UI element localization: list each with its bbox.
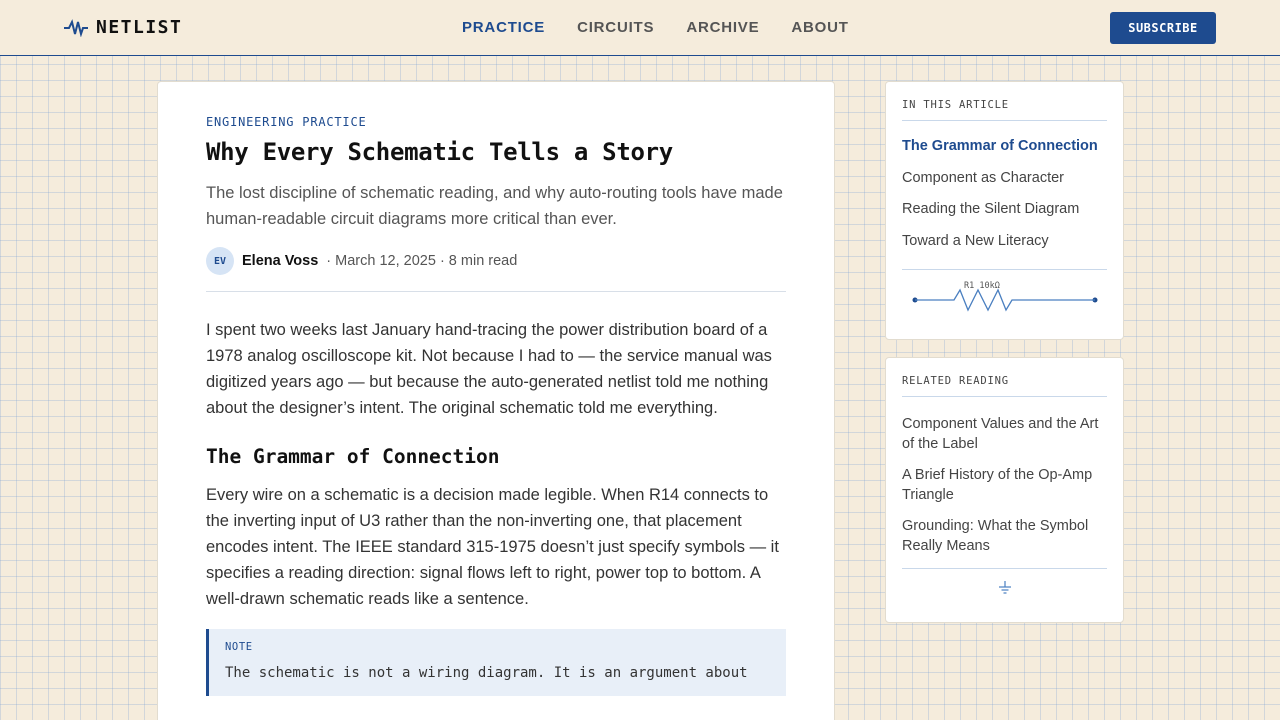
nav-practice[interactable]: PRACTICE bbox=[462, 19, 546, 36]
avatar: EV bbox=[206, 247, 234, 275]
toc-list bbox=[902, 121, 1107, 257]
divider bbox=[902, 568, 1107, 569]
paragraph: I spent two weeks last January hand-tracing the power distribution board of a 1978 analog oscilloscope kit. Not because I had to — the service manual was digitized years ago — but because the auto-generated netlist told me nothing about the designer’s intent. The original schematic told me everything. bbox=[206, 321, 772, 417]
author-name[interactable]: Elena Voss bbox=[242, 253, 319, 269]
resistor-label: R1 10kΩ bbox=[964, 281, 1000, 291]
toc-item[interactable]: Reading the Silent Diagram bbox=[902, 201, 1080, 217]
note-label: NOTE bbox=[225, 641, 253, 653]
related-list bbox=[902, 397, 1107, 556]
subscribe-button[interactable]: SUBSCRIBE bbox=[1110, 12, 1216, 44]
article-kicker[interactable]: ENGINEERING PRACTICE bbox=[206, 115, 367, 129]
divider bbox=[902, 269, 1107, 270]
paragraph: Every wire on a schematic is a decision made legible. When R14 connects to the inverting input of U3 rather than the non-inverting one, that placement encodes intent. The IEEE standard 315-1975 doesn’t just specify symbols — it specifies a reading direction: signal flows left to right, power top to bottom. A well-drawn schematic reads like a sentence. bbox=[206, 486, 779, 608]
section-heading: The Grammar of Connection bbox=[206, 445, 500, 468]
byline bbox=[206, 247, 786, 292]
toc-heading: IN THIS ARTICLE bbox=[902, 82, 1107, 121]
nav-circuits[interactable]: CIRCUITS bbox=[577, 19, 655, 36]
note-callout bbox=[206, 629, 786, 696]
site-header bbox=[0, 0, 1280, 56]
related-link[interactable]: A Brief History of the Op-Amp Triangle bbox=[902, 467, 1093, 503]
article-meta: · March 12, 2025 · 8 min read bbox=[326, 253, 518, 269]
related-link[interactable]: Component Values and the Art of the Label bbox=[902, 416, 1099, 452]
waveform-logo-icon bbox=[64, 19, 88, 37]
nav-archive[interactable]: ARCHIVE bbox=[686, 19, 760, 36]
logo-text: NETLIST bbox=[96, 17, 183, 38]
toc-item[interactable]: Component as Character bbox=[902, 169, 1064, 186]
article-dek: The lost discipline of schematic reading, and why auto-routing tools have made human-readable circuit diagrams more critical than ever. bbox=[206, 184, 783, 228]
toc-card bbox=[885, 81, 1124, 340]
toc-item[interactable]: The Grammar of Connection bbox=[902, 138, 1098, 154]
ground-symbol-icon bbox=[998, 581, 1012, 595]
resistor-diagram-icon bbox=[902, 278, 1107, 314]
related-link[interactable]: Grounding: What the Symbol Really Means bbox=[902, 518, 1089, 554]
toc-item[interactable]: Toward a New Literacy bbox=[902, 232, 1049, 249]
article-title: Why Every Schematic Tells a Story bbox=[206, 138, 673, 166]
site-logo[interactable] bbox=[64, 17, 182, 38]
article-card bbox=[157, 81, 835, 720]
related-heading: RELATED READING bbox=[902, 358, 1107, 397]
main-nav bbox=[462, 19, 849, 36]
nav-about[interactable]: ABOUT bbox=[791, 19, 849, 36]
related-card bbox=[885, 357, 1124, 623]
note-text: The schematic is not a wiring diagram. It is an argument about bbox=[225, 665, 748, 681]
